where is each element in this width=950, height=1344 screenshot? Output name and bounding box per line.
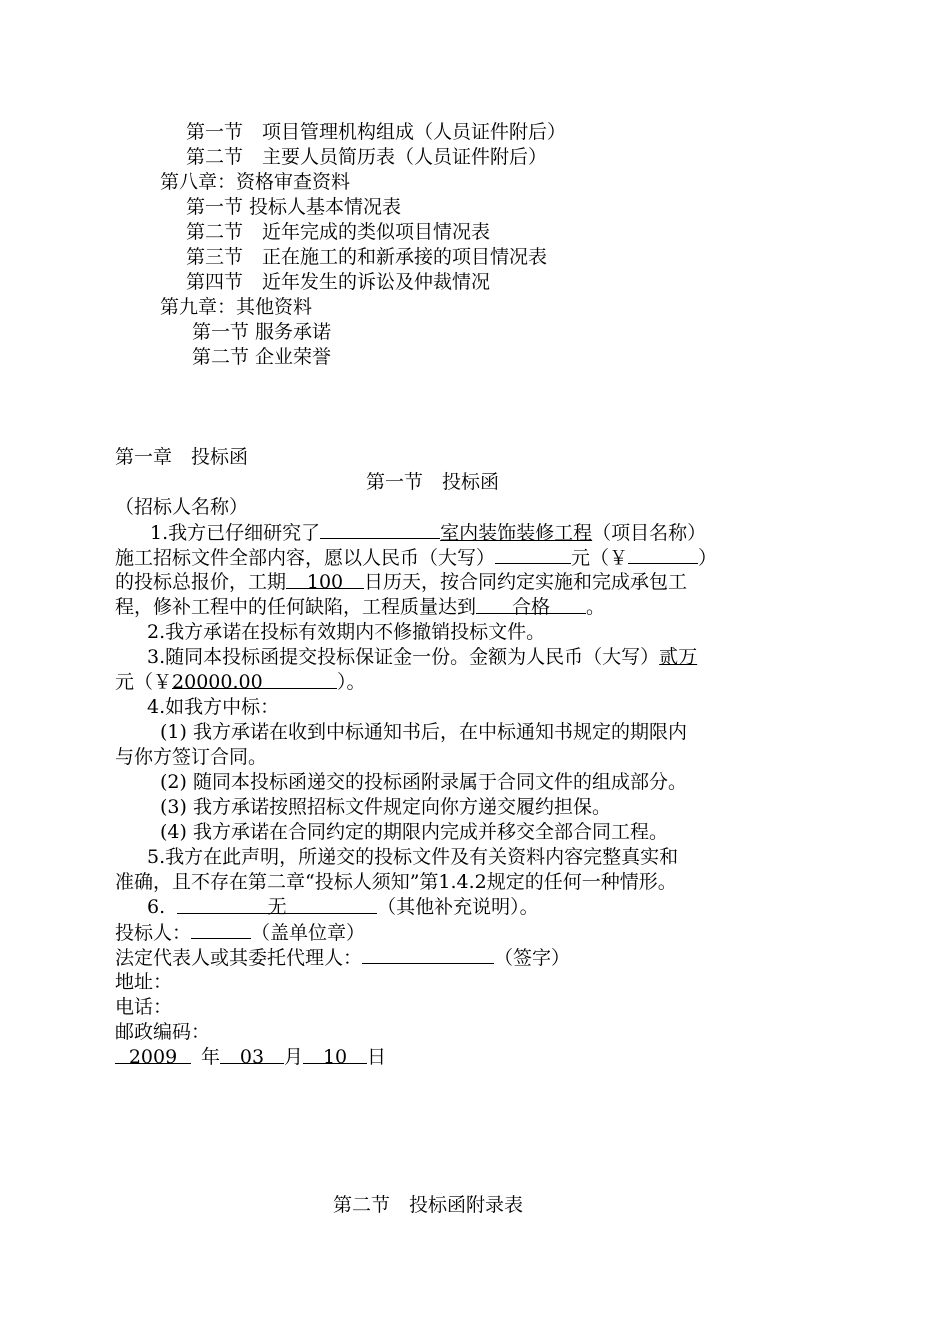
paragraph-1-line-1: 1.我方已仔细研究了 室内装饰装修工程（项目名称） [150,522,707,544]
paragraph-2: 2.我方承诺在投标有效期内不修撤销投标文件。 [147,621,546,643]
paragraph-4-3: (3) 我方承诺按照招标文件规定向你方递交履约担保。 [160,796,611,818]
paragraph-4-2: (2) 随同本投标函递交的投标函附录属于合同文件的组成部分。 [160,771,687,793]
toc-ch9-section2: 第二节 企业荣誉 [192,346,332,368]
paragraph-4: 4.如我方中标： [147,696,280,718]
other-remarks-value: 无 [177,895,377,914]
duration-value: 100 [286,570,364,589]
toc-ch8-section4: 第四节 近年发生的诉讼及仲裁情况 [186,271,491,293]
paragraph-4-4: (4) 我方承诺在合同约定的期限内完成并移交全部合同工程。 [160,821,668,843]
bidder-line: 投标人： （盖单位章） [115,922,366,944]
paragraph-5-line-2: 准确，且不存在第二章“投标人须知”第1.4.2规定的任何一种情形。 [115,871,677,893]
deposit-amount: 20000.00 [172,670,337,689]
date-line: 2009 年 03 月 10 日 [115,1045,386,1070]
chapter-title: 第一章 投标函 [115,446,249,468]
toc-ch7-section1: 第一节 项目管理机构组成（人员证件附后） [186,121,567,143]
paragraph-1-line-3: 的投标总报价，工期 100 日历天，按合同约定实施和完成承包工 [115,571,688,593]
paragraph-4-1-line-1: (1) 我方承诺在收到中标通知书后，在中标通知书规定的期限内 [160,721,687,743]
date-year: 2009 [115,1045,191,1064]
paragraph-1-line-2: 施工招标文件全部内容，愿以人民币（大写） 元（￥ ） [115,547,718,569]
paragraph-3-line-1: 3.随同本投标函提交投标保证金一份。金额为人民币（大写）贰万 [147,646,698,668]
toc-ch8-section2: 第二节 近年完成的类似项目情况表 [186,221,491,243]
project-name: 室内装饰装修工程 [440,522,593,544]
toc-ch9-section1: 第一节 服务承诺 [192,321,332,343]
representative-line: 法定代表人或其委托代理人： （签字） [115,947,571,969]
paragraph-4-1-line-2: 与你方签订合同。 [115,746,268,768]
address-label: 地址： [115,971,173,993]
paragraph-3-line-2: 元（￥20000.00 ）。 [115,671,366,693]
paragraph-5-line-1: 5.我方在此声明，所递交的投标文件及有关资料内容完整真实和 [147,846,679,868]
deposit-words: 贰万 [659,646,698,668]
toc-ch8-section1: 第一节 投标人基本情况表 [186,196,402,218]
toc-ch9-title: 第九章：其他资料 [160,296,313,318]
quality-value: 合格 [476,595,586,614]
toc-ch7-section2: 第二节 主要人员简历表（人员证件附后） [186,146,548,168]
section-title: 第一节 投标函 [366,471,500,493]
date-day: 10 [303,1045,367,1064]
paragraph-1-line-4: 程，修补工程中的任何缺陷，工程质量达到 合格 。 [115,596,606,618]
postcode-label: 邮政编码： [115,1021,211,1043]
addressee: （招标人名称） [115,496,249,518]
toc-ch8-title: 第八章：资格审查资料 [160,171,351,193]
appendix-section-title: 第二节 投标函附录表 [333,1194,524,1216]
date-month: 03 [220,1045,284,1064]
toc-ch8-section3: 第三节 正在施工的和新承接的项目情况表 [186,246,548,268]
phone-label: 电话： [115,996,173,1018]
paragraph-6: 6. 无 （其他补充说明）。 [147,896,539,918]
